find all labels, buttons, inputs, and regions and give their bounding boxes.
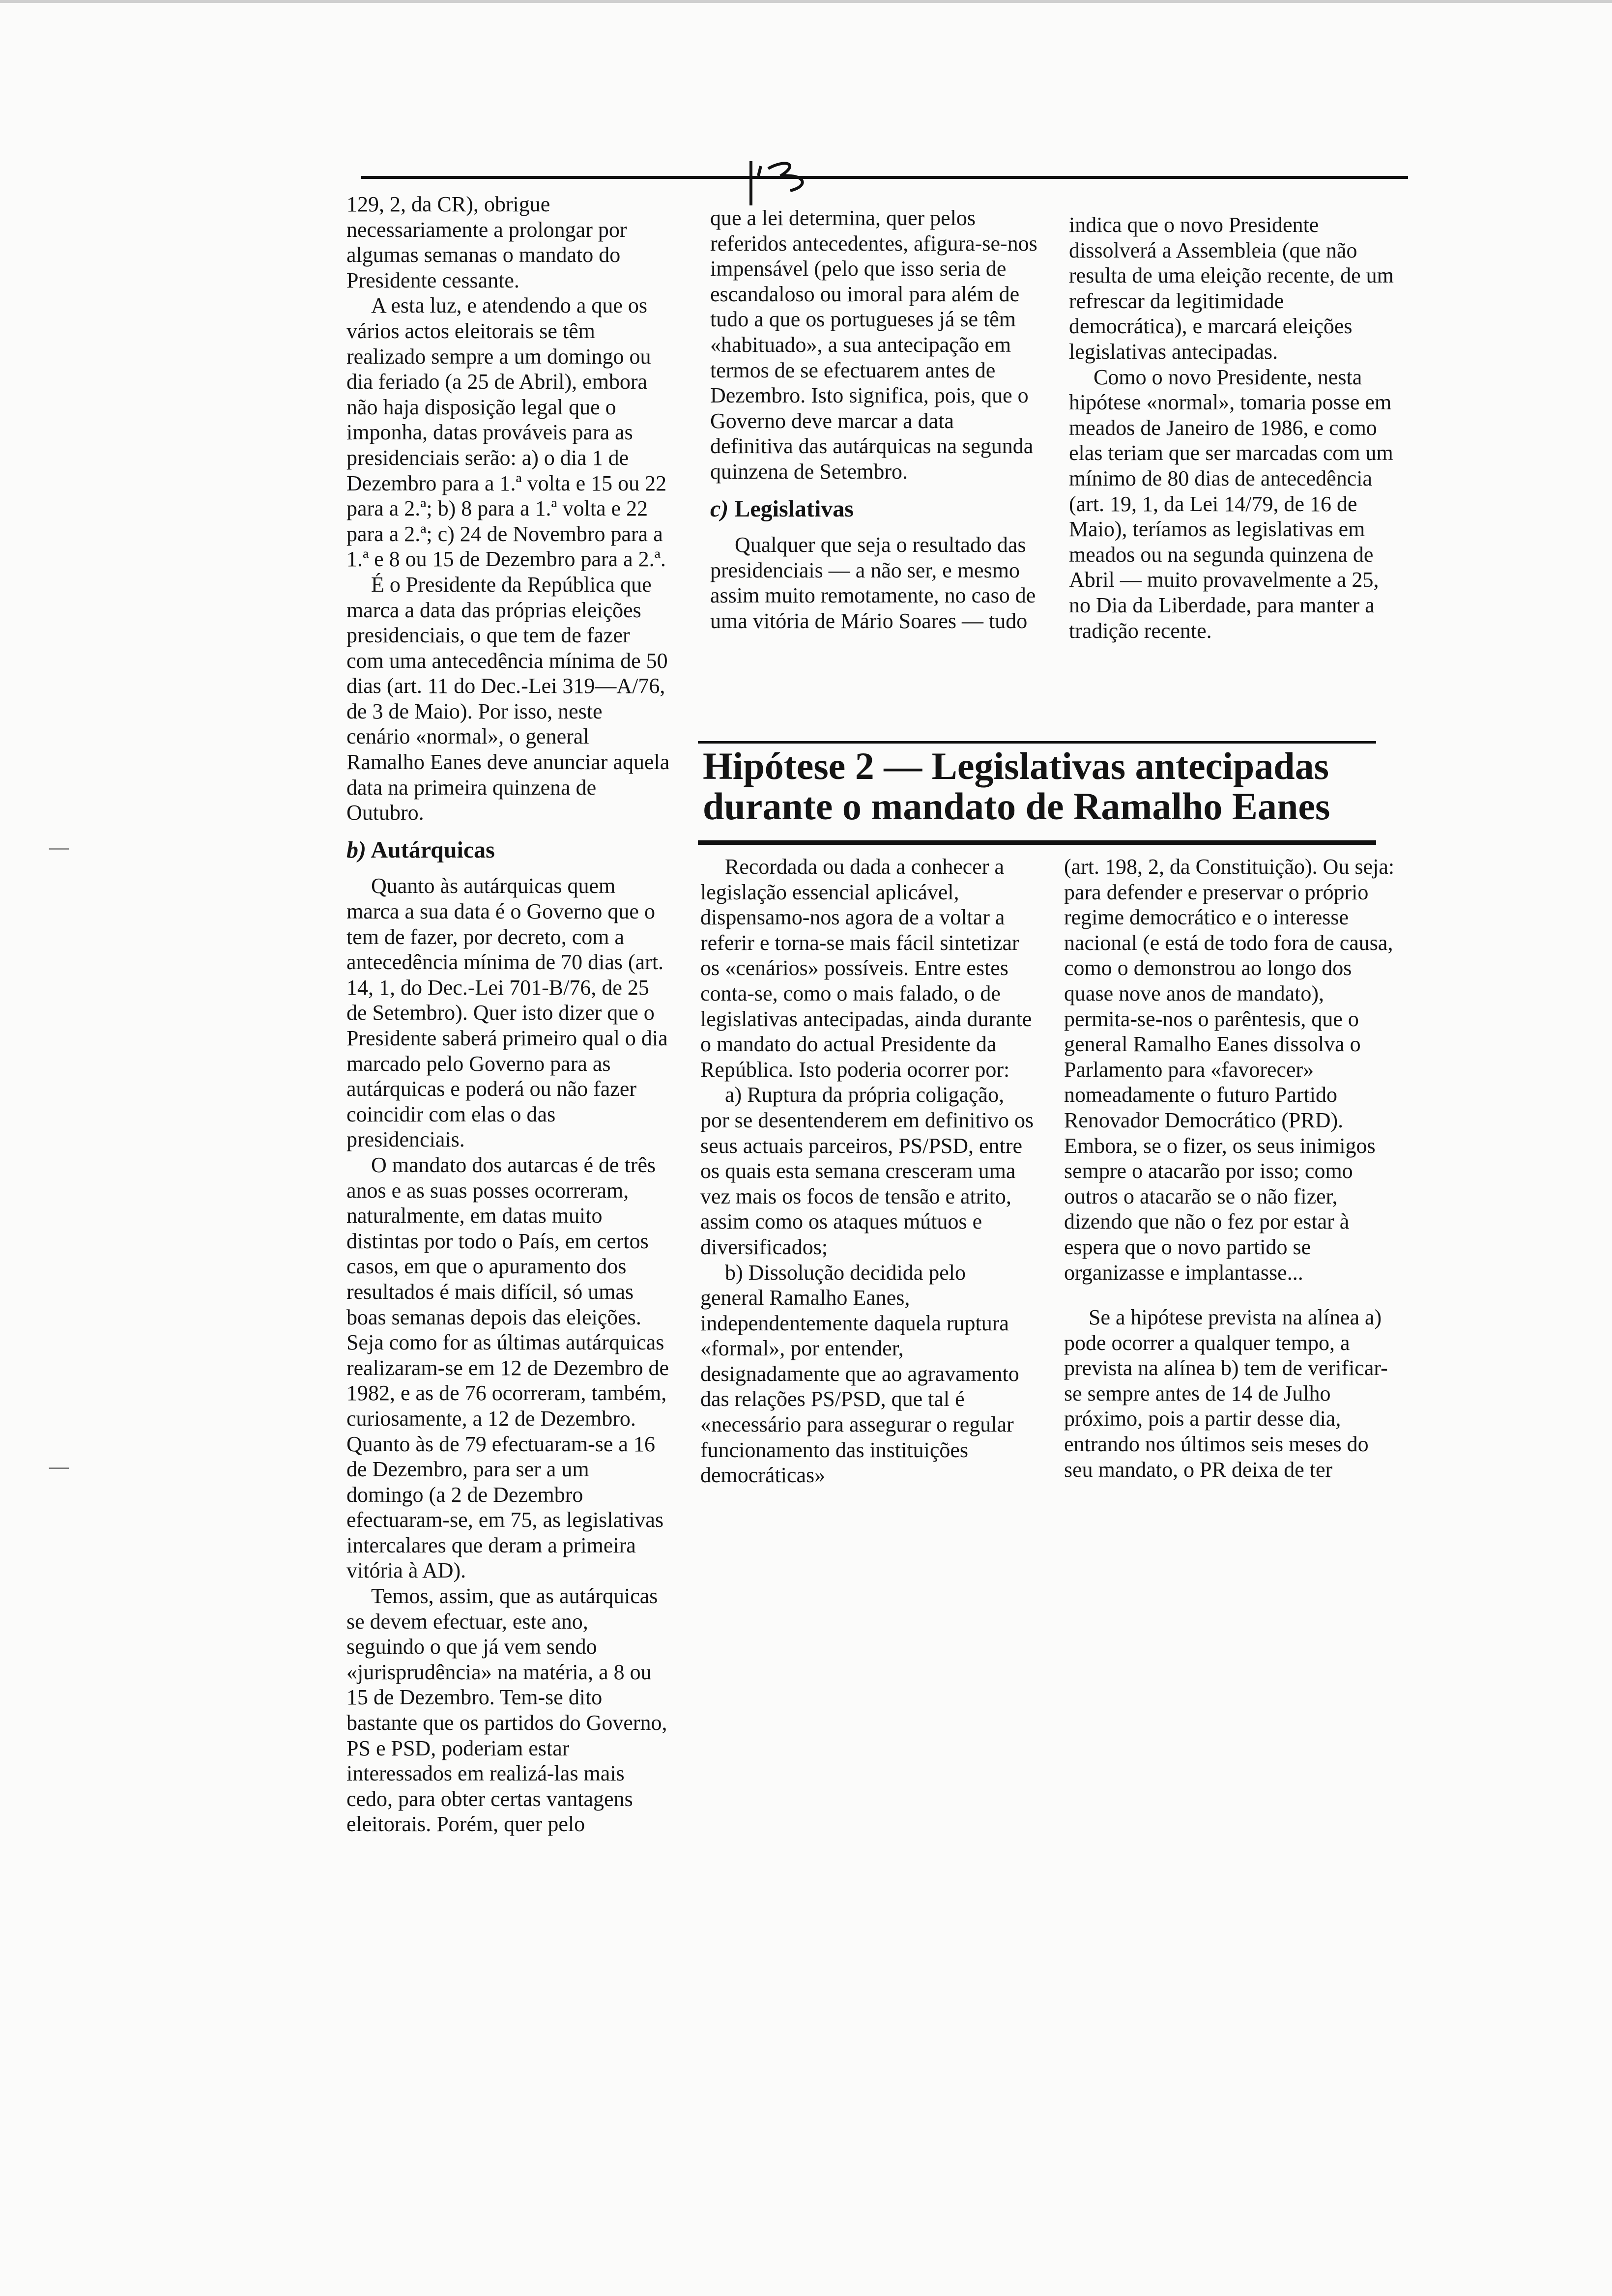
paragraph: Recordada ou dada a conhecer a legislação essencial aplicável, dispensamo-nos agora de a voltar a referir e torna-se mais fácil sintetizar os «cenários» possíveis. Entre estes conta-se, como o mais falado, o de legislativas antecipadas, ainda durante o mandato do actual Presidente da República. Isto poderia ocorrer por: (700, 855, 1032, 1082)
section-subheading (346, 837, 671, 863)
subheading-letter: b) (346, 836, 366, 863)
scan-margin-mark: — (49, 836, 69, 858)
paragraph: O mandato dos autarcas é de três anos e as suas posses ocorreram, naturalmente, em datas muito distintas por todo o País, em certos casos, em que o apuramento dos resultados é mais difícil, só umas boas semanas depois das eleições. Seja como for as últimas autárquicas realizaram-se em 12 de Dezembro de 1982, e as de 76 ocorreram, também, curiosamente, a 12 de Dezembro. Quanto às de 79 efectuaram-se a 16 de Dezembro, para ser a um domingo (a 2 de Dezembro efectuaram-se, em 75, as legislativas intercalares que deram a primeira vitória à AD). (346, 1152, 669, 1583)
article-column-3 (1069, 212, 1398, 643)
article-column-1 (346, 192, 671, 1837)
scan-top-edge (0, 0, 1612, 3)
section-subheading (710, 496, 1039, 522)
paragraph: a) Ruptura da própria coligação, por se desentenderem em definitivo os seus actuais parceiros, PS/PSD, entre os quais esta semana cresceram uma vez mais os focos de tensão e atrito, assim como os ataques mútuos e diversificados; (700, 1083, 1034, 1259)
paragraph: Quanto às autárquicas quem marca a sua data é o Governo que o tem de fazer, por decreto, com a antecedência mínima de 70 dias (art. 14, 1, do Dec.-Lei 701-B/76, de 25 de Setembro). Quer isto dizer que o Presidente saberá primeiro qual o dia marcado pelo Governo para as autárquicas e poderá ou não fazer coincidir com elas o das presidenciais. (346, 874, 668, 1152)
subheading-text: Legislativas (734, 495, 854, 522)
paragraph: Temos, assim, que as autárquicas se devem efectuar, este ano, seguindo o que já vem sendo «jurisprudência» na matéria, a 8 ou 15 de Dezembro. Tem-se dito bastante que os partidos do Governo, PS e PSD, poderiam estar interessados em realizá-las mais cedo, para obter certas vantagens eleitorais. Porém, quer pelo (346, 1584, 667, 1837)
paragraph: indica que o novo Presidente dissolverá a Assembleia (que não resulta de uma eleição recente, de um refrescar da legitimidade democrática), e marcará eleições legislativas antecipadas. (1069, 213, 1394, 364)
paragraph: (art. 198, 2, da Constituição). Ou seja: para defender e preservar o próprio regime democrático e o interesse nacional (e está de todo fora de causa, como o demonstrou ao longo dos quase nove anos de mandato), permita-se-nos o parêntesis, que o general Ramalho Eanes dissolva o Parlamento para «favorecer» nomeadamente o futuro Partido Renovador Democrático (PRD). Embora, se o fizer, os seus inimigos sempre o atacarão por isso; como outros o atacarão se o não fizer, dizendo que não o fez por estar à espera que o novo partido se organizasse e implantasse... (1064, 855, 1395, 1285)
paragraph: Qualquer que seja o resultado das presidenciais — a não ser, e mesmo assim muito remotamente, no caso de uma vitória de Mário Soares — tudo (710, 533, 1036, 633)
paragraph: É o Presidente da República que marca a data das próprias eleições presidenciais, o que tem de fazer com uma antecedência mínima de 50 dias (art. 11 do Dec.-Lei 319—A/76, de 3 de Maio). Por isso, neste cenário «normal», o general Ramalho Eanes deve anunciar aquela data na primeira quinzena de Outubro. (346, 572, 670, 825)
paragraph: Se a hipótese prevista na alínea a) pode ocorrer a qualquer tempo, a prevista na alínea b) tem de verificar-se sempre antes de 14 de Julho próximo, pois a partir desse dia, entrando nos últimos seis meses do seu mandato, o PR deixa de ter (1064, 1305, 1388, 1482)
paragraph: b) Dissolução decidida pelo general Ramalho Eanes, independentemente daquela ruptura «formal», por entender, designadamente que ao agravamento das relações PS/PSD, que tal é «necessário para assegurar o regular funcionamento das instituições democráticas» (700, 1260, 1019, 1488)
paragraph: 129, 2, da CR), obrigue necessariamente a prolongar por algumas semanas o mandato do Presidente cessante. (346, 192, 627, 292)
subheading-text: Autárquicas (371, 836, 495, 863)
paragraph: A esta luz, e atendendo a que os vários actos eleitorais se têm realizado sempre a um domingo ou dia feriado (a 25 de Abril), embora não haja disposição legal que o imponha, datas prováveis para as presidenciais serão: a) o dia 1 de Dezembro para a 1.ª volta e 15 ou 22 para a 2.ª; b) 8 para a 1.ª volta e 22 para a 2.ª; c) 24 de Novembro para a 1.ª e 8 ou 15 de Dezembro para a 2.ª. (346, 293, 667, 572)
headline-top-rule (698, 741, 1376, 744)
page-top-rule (361, 176, 1408, 179)
scan-margin-mark: — (49, 1455, 69, 1477)
article-column-5 (1064, 854, 1398, 1482)
paragraph: Como o novo Presidente, nesta hipótese «normal», tomaria posse em meados de Janeiro de 1986, e como elas teriam que ser marcadas com um mínimo de 80 dias de antecedência (art. 19, 1, da Lei 14/79, de 16 de Maio), teríamos as legislativas em meados ou na segunda quinzena de Abril — muito provavelmente a 25, no Dia da Liberdade, para manter a tradição recente. (1069, 365, 1393, 643)
headline-bottom-rule (698, 840, 1376, 845)
section-headline: Hipótese 2 — Legislativas antecipadas durante o mandato de Ramalho Eanes (703, 745, 1330, 828)
article-column-4 (700, 854, 1035, 1488)
subheading-letter: c) (710, 495, 729, 522)
handwritten-page-mark (731, 156, 825, 210)
article-column-2 (710, 205, 1039, 634)
paragraph: que a lei determina, quer pelos referidos antecedentes, afigura-se-nos impensável (pelo que isso seria de escandaloso ou imoral para além de tudo a que os portugueses já se têm «habituado», a sua antecipação em termos de se efectuarem antes de Dezembro. Isto significa, pois, que o Governo deve marcar a data definitiva das autárquicas na segunda quinzena de Setembro. (710, 206, 1037, 484)
